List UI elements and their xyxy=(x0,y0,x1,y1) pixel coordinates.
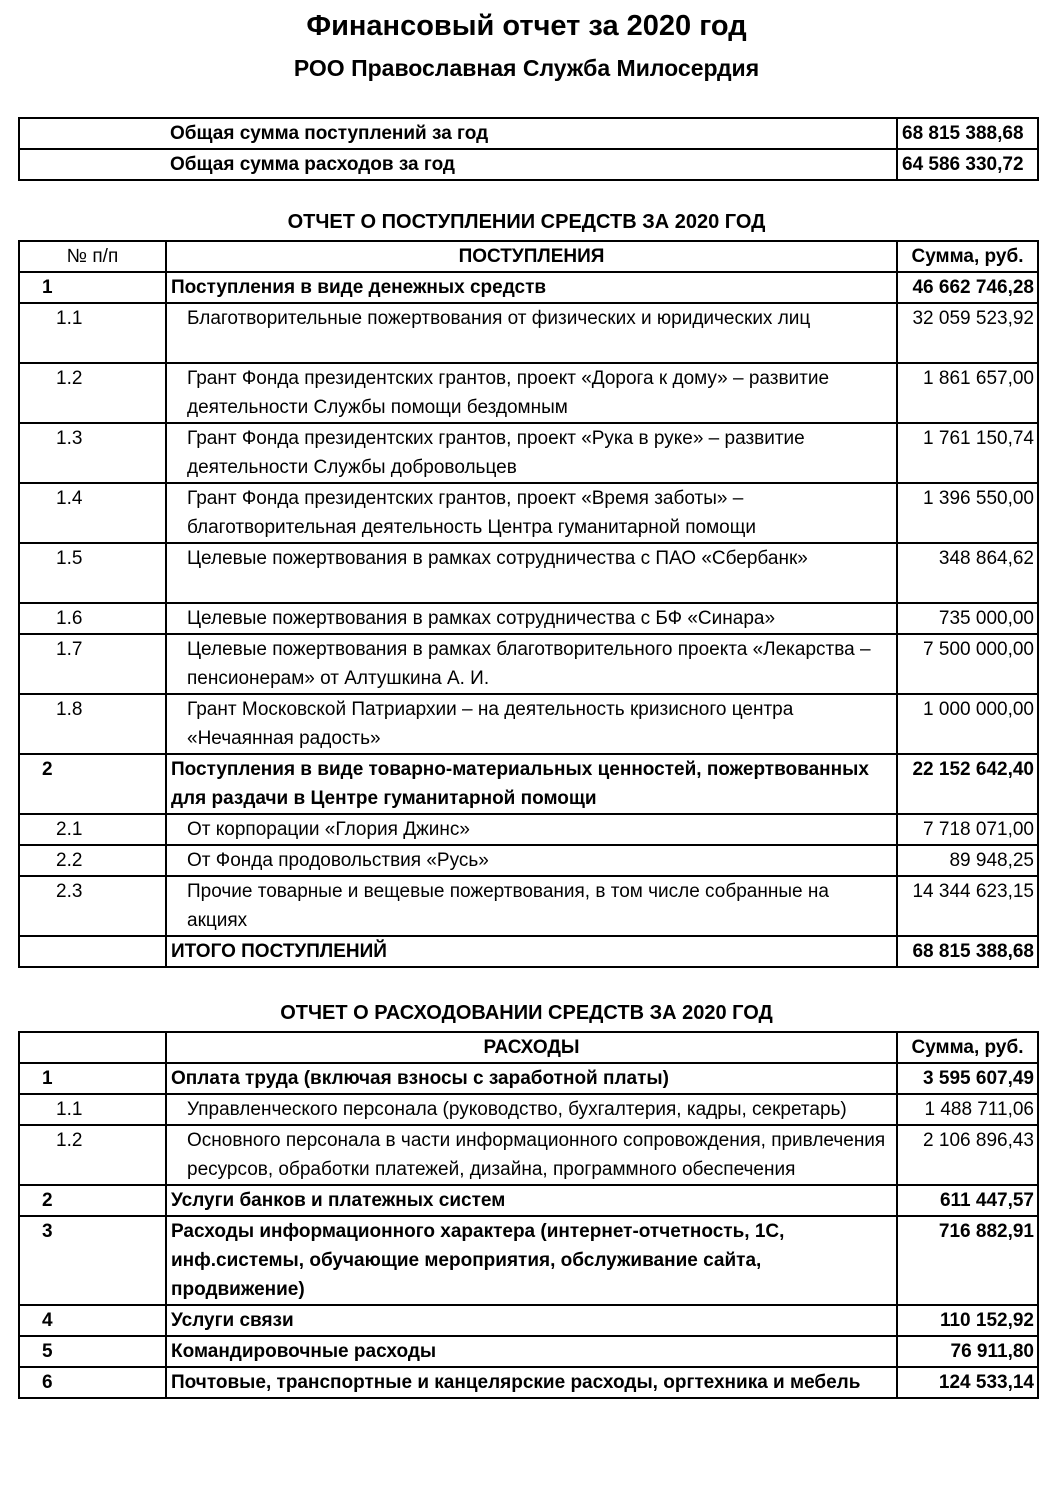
row-desc: Основного персонала в части информационного сопровождения, привлечения ресурсов, обработки платежей, дизайна, программного обеспечения xyxy=(166,1125,897,1185)
row-num: 2.3 xyxy=(19,876,166,936)
row-amount: 7 500 000,00 xyxy=(897,634,1038,694)
table-row xyxy=(19,1336,1038,1367)
summary-row-income xyxy=(19,118,1038,149)
row-num: 1 xyxy=(19,272,166,303)
row-amount: 1 861 657,00 xyxy=(897,363,1038,423)
table-row xyxy=(19,363,1038,423)
row-num: 1.7 xyxy=(19,634,166,694)
row-amount: 22 152 642,40 xyxy=(897,754,1038,814)
row-amount: 716 882,91 xyxy=(897,1216,1038,1305)
row-desc: Командировочные расходы xyxy=(166,1336,897,1367)
table-row xyxy=(19,814,1038,845)
row-amount: 89 948,25 xyxy=(897,845,1038,876)
row-desc: Услуги связи xyxy=(166,1305,897,1336)
row-num: 1.2 xyxy=(19,1125,166,1185)
table-row xyxy=(19,1305,1038,1336)
row-num: 5 xyxy=(19,1336,166,1367)
table-row xyxy=(19,876,1038,936)
table-row xyxy=(19,694,1038,754)
table-row xyxy=(19,272,1038,303)
total-label: ИТОГО ПОСТУПЛЕНИЙ xyxy=(166,936,897,967)
row-num: 2.1 xyxy=(19,814,166,845)
summary-table xyxy=(18,117,1039,181)
row-amount: 1 761 150,74 xyxy=(897,423,1038,483)
row-num: 1 xyxy=(19,1063,166,1094)
row-amount: 7 718 071,00 xyxy=(897,814,1038,845)
organization-name: РОО Православная Служба Милосердия xyxy=(293,55,760,81)
row-amount: 2 106 896,43 xyxy=(897,1125,1038,1185)
row-num: 2.2 xyxy=(19,845,166,876)
col-header-num: № п/п xyxy=(19,241,166,272)
total-row xyxy=(19,936,1038,967)
row-desc: Грант Фонда президентских грантов, проект «Время заботы» – благотворительная деятельность Центра гуманитарной помощи xyxy=(166,483,897,543)
table-row xyxy=(19,1094,1038,1125)
summary-row-expenses xyxy=(19,149,1038,180)
row-num: 1.8 xyxy=(19,694,166,754)
row-num xyxy=(19,936,166,967)
row-num: 1.6 xyxy=(19,603,166,634)
row-amount: 32 059 523,92 xyxy=(897,303,1038,363)
income-table xyxy=(18,240,1039,968)
row-desc: Грант Московской Патриархии – на деятельность кризисного центра «Нечаянная радость» xyxy=(166,694,897,754)
row-amount: 1 000 000,00 xyxy=(897,694,1038,754)
table-header xyxy=(19,241,1038,272)
row-num: 2 xyxy=(19,1185,166,1216)
table-row xyxy=(19,1216,1038,1305)
row-num: 1.5 xyxy=(19,543,166,603)
row-num: 3 xyxy=(19,1216,166,1305)
row-num: 2 xyxy=(19,754,166,814)
table-row xyxy=(19,634,1038,694)
row-amount: 124 533,14 xyxy=(897,1367,1038,1398)
row-desc: Расходы информационного характера (интернет-отчетность, 1С, инф.системы, обучающие мероприятия, обслуживание сайта, продвижение) xyxy=(166,1216,897,1305)
row-desc: Целевые пожертвования в рамках сотрудничества с БФ «Синара» xyxy=(166,603,897,634)
row-amount: 611 447,57 xyxy=(897,1185,1038,1216)
row-desc: Услуги банков и платежных систем xyxy=(166,1185,897,1216)
col-header-amount: Сумма, руб. xyxy=(897,241,1038,272)
table-row xyxy=(19,423,1038,483)
page-title: Финансовый отчет за 2020 год xyxy=(306,10,747,42)
row-desc: Благотворительные пожертвования от физических и юридических лиц xyxy=(166,303,897,363)
row-desc: Оплата труда (включая взносы с заработной платы) xyxy=(166,1063,897,1094)
table-row xyxy=(19,845,1038,876)
row-amount: 46 662 746,28 xyxy=(897,272,1038,303)
row-num: 1.3 xyxy=(19,423,166,483)
col-header-num xyxy=(19,1032,166,1063)
row-num: 6 xyxy=(19,1367,166,1398)
row-desc: Почтовые, транспортные и канцелярские расходы, оргтехника и мебель xyxy=(166,1367,897,1398)
table-row xyxy=(19,754,1038,814)
row-amount: 348 864,62 xyxy=(897,543,1038,603)
row-amount: 14 344 623,15 xyxy=(897,876,1038,936)
table-header xyxy=(19,1032,1038,1063)
row-desc: Управленческого персонала (руководство, бухгалтерия, кадры, секретарь) xyxy=(166,1094,897,1125)
row-desc: Грант Фонда президентских грантов, проект «Рука в руке» – развитие деятельности Службы добровольцев xyxy=(166,423,897,483)
row-amount: 1 488 711,06 xyxy=(897,1094,1038,1125)
summary-label: Общая сумма расходов за год xyxy=(19,149,897,180)
row-num: 4 xyxy=(19,1305,166,1336)
col-header-desc: РАСХОДЫ xyxy=(166,1032,897,1063)
row-desc: Грант Фонда президентских грантов, проект «Дорога к дому» – развитие деятельности Службы помощи бездомным xyxy=(166,363,897,423)
row-amount: 1 396 550,00 xyxy=(897,483,1038,543)
table-row xyxy=(19,483,1038,543)
row-num: 1.1 xyxy=(19,303,166,363)
expenses-section-title: ОТЧЕТ О РАСХОДОВАНИИ СРЕДСТВ ЗА 2020 ГОД xyxy=(280,1002,773,1024)
col-header-desc: ПОСТУПЛЕНИЯ xyxy=(166,241,897,272)
table-row xyxy=(19,1063,1038,1094)
row-num: 1.1 xyxy=(19,1094,166,1125)
row-desc: Прочие товарные и вещевые пожертвования, в том числе собранные на акциях xyxy=(166,876,897,936)
table-row xyxy=(19,1185,1038,1216)
table-row xyxy=(19,543,1038,603)
col-header-amount: Сумма, руб. xyxy=(897,1032,1038,1063)
table-row xyxy=(19,1125,1038,1185)
table-row xyxy=(19,303,1038,363)
row-desc: От Фонда продовольствия «Русь» xyxy=(166,845,897,876)
row-amount: 3 595 607,49 xyxy=(897,1063,1038,1094)
row-desc: Поступления в виде товарно-материальных ценностей, пожертвованных для раздачи в Центре гуманитарной помощи xyxy=(166,754,897,814)
row-amount: 735 000,00 xyxy=(897,603,1038,634)
row-num: 1.4 xyxy=(19,483,166,543)
row-num: 1.2 xyxy=(19,363,166,423)
row-desc: Поступления в виде денежных средств xyxy=(166,272,897,303)
expenses-table xyxy=(18,1031,1039,1399)
row-amount: 76 911,80 xyxy=(897,1336,1038,1367)
row-desc: От корпорации «Глория Джинс» xyxy=(166,814,897,845)
summary-amount: 64 586 330,72 xyxy=(897,149,1038,180)
income-section-title: ОТЧЕТ О ПОСТУПЛЕНИИ СРЕДСТВ ЗА 2020 ГОД xyxy=(287,211,766,233)
row-desc: Целевые пожертвования в рамках сотрудничества с ПАО «Сбербанк» xyxy=(166,543,897,603)
total-amount: 68 815 388,68 xyxy=(897,936,1038,967)
table-row xyxy=(19,603,1038,634)
row-desc: Целевые пожертвования в рамках благотворительного проекта «Лекарства – пенсионерам» от Алтушкина А. И. xyxy=(166,634,897,694)
summary-amount: 68 815 388,68 xyxy=(897,118,1038,149)
table-row xyxy=(19,1367,1038,1398)
row-amount: 110 152,92 xyxy=(897,1305,1038,1336)
summary-label: Общая сумма поступлений за год xyxy=(19,118,897,149)
